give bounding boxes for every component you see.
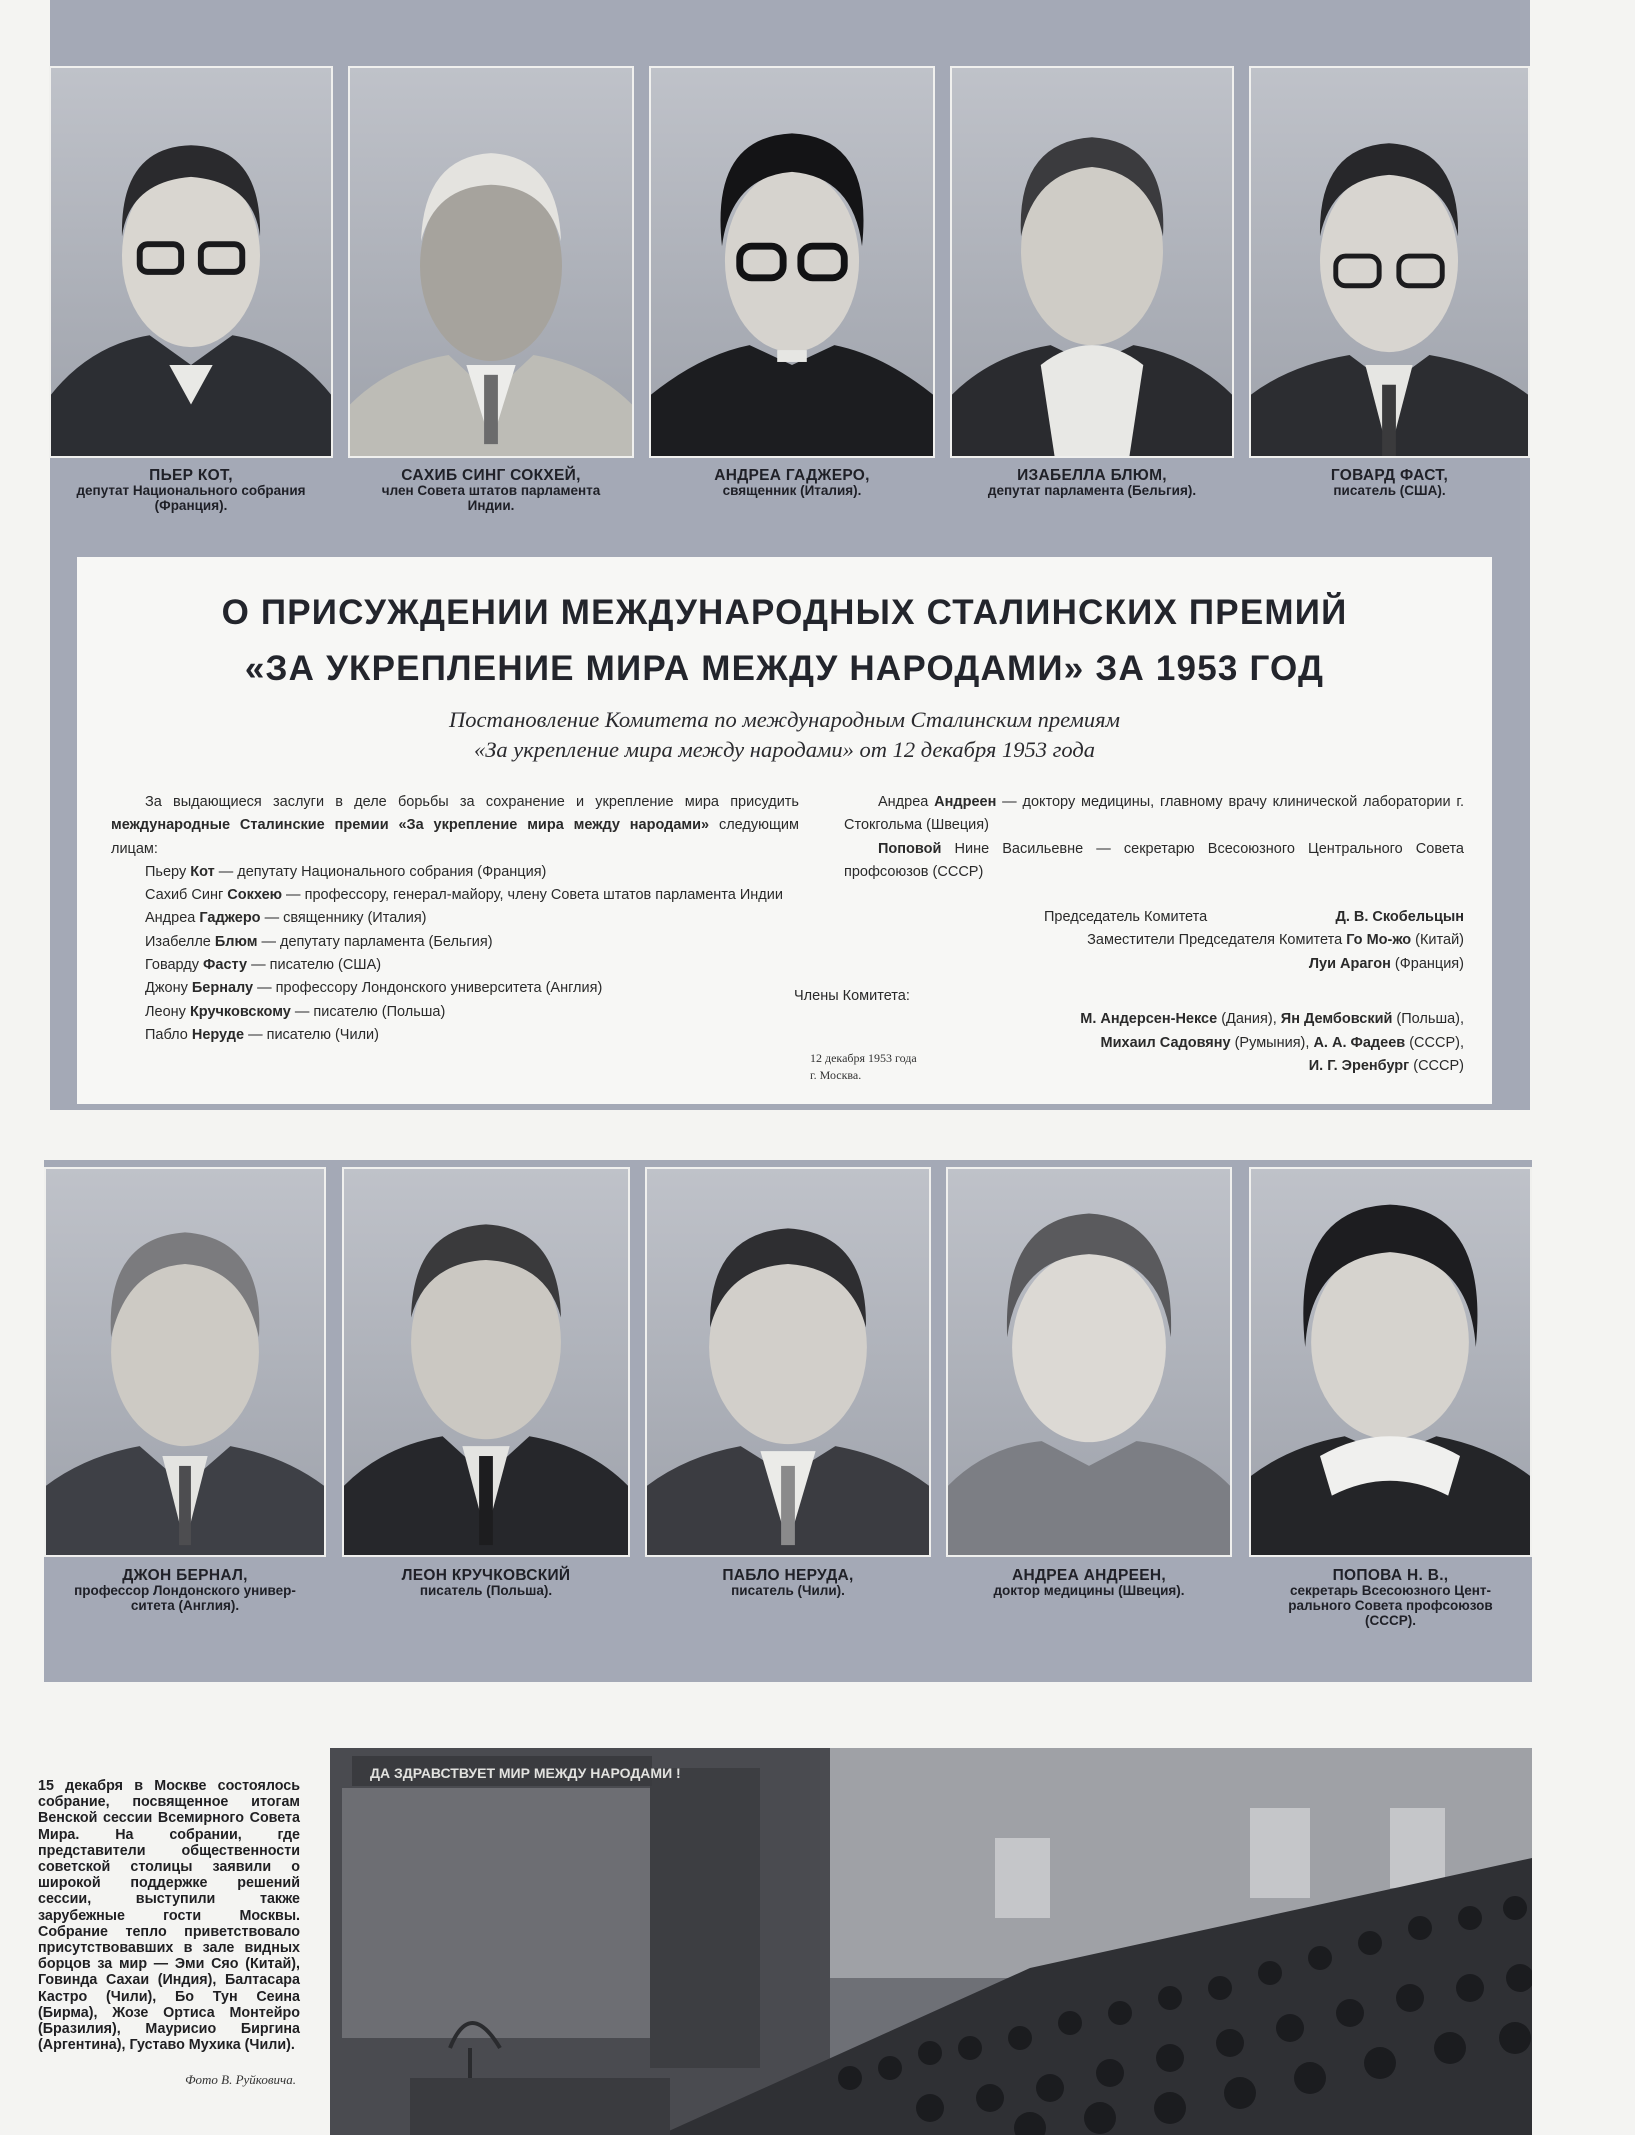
caption-name: САХИБ СИНГ СОКХЕЙ, — [401, 467, 581, 484]
portrait-silhouette — [46, 1169, 324, 1555]
decree-left-column — [111, 791, 799, 1047]
intro-text: За выдающиеся заслуги в деле борьбы за сохранение и укрепление мира присудить — [145, 794, 799, 810]
caption-desc: священник (Италия). — [722, 483, 862, 498]
caption-desc: писатель (США). — [1333, 483, 1446, 498]
portrait-silhouette — [647, 1169, 929, 1555]
members-label: Члены Комитета: — [794, 988, 910, 1005]
awardee-line — [111, 907, 799, 930]
awardee-line — [111, 861, 799, 884]
member-country: (Дания), — [1217, 1011, 1281, 1028]
event-report-text: 15 декабря в Москве состоялось собрание, посвященное итогам Венской сессии Всемирного Совета Мира. На собрании, где представители общественности советской столицы заявили о широкой поддержке решений сессии, выступили также зарубежные гости Москвы. Собрание тепло приветствовало присутствовавших в зале видных борцов за мир — Эми Сяо (Китай), Говинда Сахаи (Индия), Балтасара Кастро (Чили), Бо Тун Сеина (Бирма), Жозе Ортиса Монтейро (Бразилия), Маурисио Биргина (Аргентина), Густаво Мухика (Чили). — [38, 1778, 300, 2054]
awardee-line — [111, 1024, 799, 1047]
awardee-first: Пьеру — [145, 863, 191, 880]
awardee-first: Пабло — [145, 1026, 192, 1043]
awardee-desc: — профессору Лондонского университета (Англия) — [253, 980, 603, 997]
awardee-first: Джону — [145, 980, 192, 997]
chair-line — [844, 906, 1464, 929]
awardee-line — [844, 791, 1464, 838]
portrait-sahib-singh-sokhey — [348, 66, 634, 458]
awardee-first: Леону — [145, 1003, 190, 1020]
awardee-line — [111, 977, 799, 1000]
awardee-desc: — священнику (Италия) — [260, 910, 427, 927]
intro-prize-name: международные Сталинские премии «За укрепление мира между народами» — [111, 817, 710, 834]
caption-nina-popova — [1249, 1568, 1532, 1628]
member-country: (Румыния), — [1230, 1034, 1314, 1051]
assembly-hall-photo — [330, 1748, 1532, 2135]
caption-desc: Индии. — [467, 498, 515, 513]
caption-leon-kruczkowski — [342, 1568, 630, 1598]
portrait-silhouette — [51, 68, 331, 456]
caption-name: ИЗАБЕЛЛА БЛЮМ, — [1017, 467, 1167, 484]
member-name: Ян Дембовский — [1280, 1011, 1393, 1028]
deputy-name: Го Мо-жо — [1346, 932, 1412, 949]
caption-desc: депутат парламента (Бельгия). — [987, 483, 1197, 498]
awardee-desc: — доктору медицины, главному врачу клинической лаборатории г. Стокгольма (Швеция) — [844, 794, 1464, 834]
caption-howard-fast — [1249, 468, 1530, 498]
awardee-surname: Поповой — [878, 840, 942, 857]
portrait-silhouette — [948, 1169, 1230, 1555]
caption-sahib-singh-sokhey — [348, 468, 634, 513]
portrait-john-bernal — [44, 1167, 326, 1557]
members-line — [844, 1008, 1464, 1031]
member-name: Михаил Садовяну — [1100, 1034, 1231, 1051]
chair-label: Председатель Комитета — [1044, 909, 1208, 926]
awardee-line — [111, 954, 799, 977]
awardee-first: Сахиб Синг — [145, 887, 228, 904]
portrait-pierre-cot — [49, 66, 333, 458]
awardee-surname: Берналу — [191, 980, 254, 997]
caption-andrea-gaggero — [649, 468, 935, 498]
caption-name: ПОПОВА Н. В., — [1332, 1567, 1449, 1584]
caption-desc: рального Совета профсоюзов — [1288, 1598, 1493, 1613]
portrait-silhouette — [1251, 68, 1528, 456]
awardee-surname: Фасту — [203, 957, 248, 974]
photo-credit: Фото В. Руйковича. — [185, 2072, 296, 2087]
decree-date-line: 12 декабря 1953 года — [810, 1051, 917, 1065]
members-line — [844, 1055, 1464, 1078]
portrait-pablo-neruda — [645, 1167, 931, 1557]
chair-name: Д. В. Скобельцын — [1335, 909, 1464, 926]
portrait-howard-fast — [1249, 66, 1530, 458]
caption-desc: профессор Лондонского универ- — [74, 1583, 296, 1598]
members-line — [844, 1032, 1464, 1055]
awardee-desc: — профессору, генерал-майору, члену Совета штатов парламента Индии — [282, 887, 783, 904]
awardee-desc: — депутату Национального собрания (Франция) — [214, 863, 547, 880]
caption-desc: (Франция). — [154, 498, 228, 513]
caption-name: АНДРЕА АНДРЕЕН, — [1011, 1567, 1167, 1584]
decree-panel — [77, 557, 1492, 1104]
portrait-nina-popova — [1249, 1167, 1532, 1557]
awardee-first: Говарду — [145, 957, 204, 974]
deputy-name: Луи Арагон — [1308, 955, 1391, 972]
awardee-first: Андреа — [878, 794, 935, 810]
caption-desc: секретарь Всесоюзного Цент- — [1290, 1583, 1491, 1598]
portrait-silhouette — [1251, 1169, 1530, 1555]
caption-desc: (СССР). — [1365, 1613, 1416, 1628]
awardee-surname: Неруде — [191, 1026, 245, 1043]
decree-title-line: «ЗА УКРЕПЛЕНИЕ МИРА МЕЖДУ НАРОДАМИ» ЗА 1953 ГОД — [244, 649, 1325, 688]
portrait-silhouette — [344, 1169, 628, 1555]
awardee-line — [111, 884, 799, 907]
portrait-andrea-gaggero — [649, 66, 935, 458]
caption-pablo-neruda — [645, 1568, 931, 1598]
caption-name: ЛЕОН КРУЧКОВСКИЙ — [401, 1567, 571, 1584]
caption-name: ПАБЛО НЕРУДА, — [722, 1567, 854, 1584]
member-name: М. Андерсен-Нексе — [1080, 1011, 1218, 1028]
awardee-desc: — депутату парламента (Бельгия) — [257, 933, 493, 950]
awardee-desc: — писателю (США) — [247, 957, 382, 974]
portrait-isabelle-blume — [950, 66, 1234, 458]
portrait-silhouette — [651, 68, 933, 456]
awardee-desc: Нине Васильевне — секретарю Всесоюзного Центрального Совета профсоюзов (СССР) — [844, 840, 1464, 880]
caption-name: ДЖОН БЕРНАЛ, — [122, 1567, 248, 1584]
caption-andrea-andreen — [946, 1568, 1232, 1598]
deputy-line — [844, 929, 1464, 952]
portrait-andrea-andreen — [946, 1167, 1232, 1557]
caption-desc: писатель (Польша). — [419, 1583, 553, 1598]
hall-banner: ДА ЗДРАВСТВУЕТ МИР МЕЖДУ НАРОДАМИ ! — [370, 1765, 681, 1781]
awardee-surname: Сокхею — [227, 887, 283, 904]
decree-title — [77, 585, 1492, 697]
awardee-surname: Кот — [190, 863, 215, 880]
member-country: (Польша), — [1392, 1011, 1464, 1028]
awardee-first: Изабелле — [145, 933, 215, 950]
decree-title-line: О ПРИСУЖДЕНИИ МЕЖДУНАРОДНЫХ СТАЛИНСКИХ ПРЕМИЙ — [221, 593, 1348, 632]
decree-subtitle-line: Постановление Комитета по международным Сталинским премиям — [449, 707, 1120, 732]
awardee-desc: — писателю (Чили) — [244, 1026, 379, 1043]
caption-desc: член Совета штатов парламента — [381, 483, 601, 498]
caption-desc: ситета (Англия). — [130, 1598, 240, 1613]
portrait-leon-kruczkowski — [342, 1167, 630, 1557]
awardee-line — [111, 931, 799, 954]
caption-name: ПЬЕР КОТ, — [149, 467, 233, 484]
awardee-surname: Андреен — [934, 794, 997, 810]
awardee-first: Андреа — [145, 910, 200, 927]
awardee-line — [844, 838, 1464, 885]
deputy-country: (Китай) — [1411, 932, 1464, 949]
deputies-label: Заместители Председателя Комитета — [1087, 932, 1343, 949]
hall-scene — [330, 1748, 1532, 2135]
decree-date-line: г. Москва. — [810, 1068, 862, 1082]
decree-subtitle — [77, 705, 1492, 765]
decree-subtitle-line: «За укрепление мира между народами» от 12 декабря 1953 года — [474, 737, 1095, 762]
member-country: (СССР), — [1405, 1034, 1464, 1051]
caption-desc: доктор медицины (Швеция). — [993, 1583, 1185, 1598]
caption-john-bernal — [44, 1568, 326, 1613]
awardee-surname: Блюм — [214, 933, 258, 950]
caption-name: АНДРЕА ГАДЖЕРО, — [714, 467, 870, 484]
decree-date — [810, 1050, 917, 1084]
portrait-silhouette — [952, 68, 1232, 456]
awardee-line — [111, 1001, 799, 1024]
member-name: А. А. Фадеев — [1313, 1034, 1406, 1051]
caption-pierre-cot — [49, 468, 333, 513]
caption-name: ГОВАРД ФАСТ, — [1330, 467, 1449, 484]
deputy-line — [844, 953, 1464, 976]
decree-intro — [111, 791, 799, 861]
member-name: И. Г. Эренбург — [1308, 1057, 1410, 1074]
deputy-country: (Франция) — [1390, 955, 1464, 972]
member-country: (СССР) — [1409, 1057, 1464, 1074]
intro-text: следующим лицам: — [111, 817, 799, 857]
awardee-desc: — писателю (Польша) — [290, 1003, 446, 1020]
portrait-silhouette — [350, 68, 632, 456]
caption-desc: писатель (Чили). — [731, 1583, 845, 1598]
caption-isabelle-blume — [950, 468, 1234, 498]
awardee-surname: Гаджеро — [199, 910, 261, 927]
caption-desc: депутат Национального собрания — [76, 483, 306, 498]
awardee-surname: Кручковскому — [189, 1003, 291, 1020]
